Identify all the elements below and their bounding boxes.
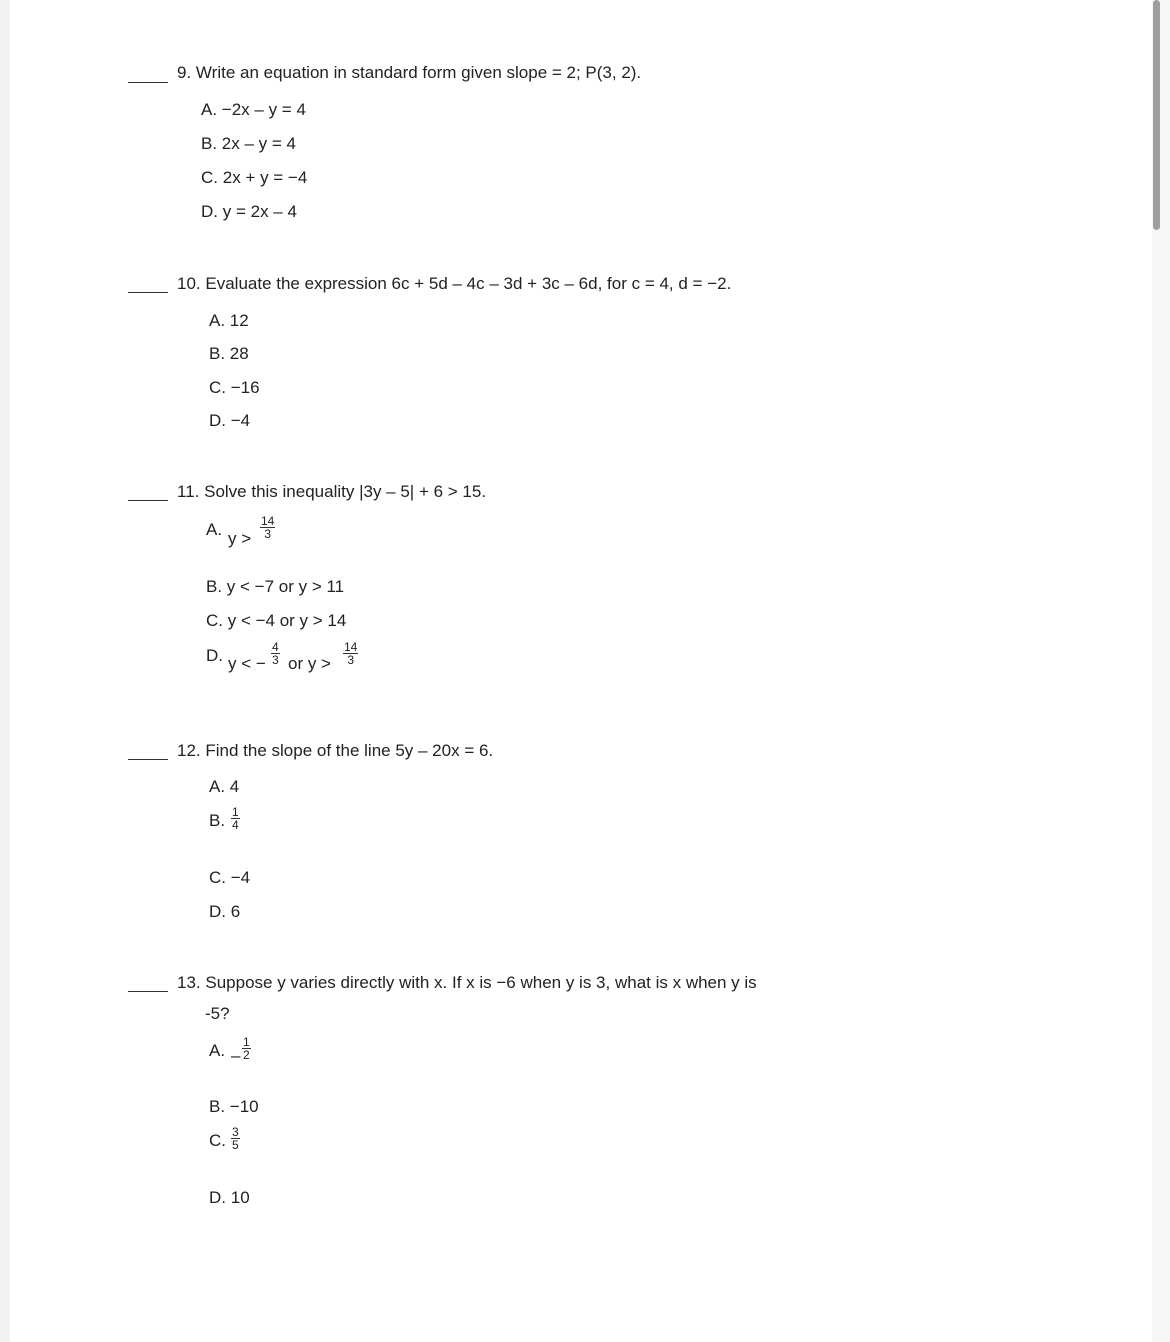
option-11d-middle: or y > — [288, 654, 331, 673]
option-9d: D. y = 2x – 4 — [201, 202, 297, 221]
option-13a-letter: A. — [209, 1041, 226, 1060]
question-11 — [177, 482, 486, 502]
question-text: Solve this inequality |3y – 5| + 6 > 15. — [204, 482, 487, 501]
question-13-continued: -5? — [205, 1004, 230, 1023]
question-text: Evaluate the expression 6c + 5d – 4c – 3d + 3c – 6d, for c = 4, d = −2. — [205, 274, 732, 293]
option-12b-fraction: $\frac{1}{4}$ — [232, 805, 239, 832]
option-13a-prefix: – — [231, 1046, 241, 1065]
option-11a-letter: A. — [206, 520, 223, 539]
answer-blank-9[interactable] — [128, 82, 168, 83]
option-10c: C. −16 — [209, 378, 260, 397]
answer-blank-13[interactable] — [128, 991, 168, 992]
option-13b: B. −10 — [209, 1097, 259, 1116]
question-9 — [177, 63, 641, 83]
question-text: Find the slope of the line 5y – 20x = 6. — [205, 741, 494, 760]
scrollbar-thumb[interactable] — [1153, 0, 1160, 230]
question-number: 12. — [177, 741, 201, 760]
option-11c: C. y < −4 or y > 14 — [206, 611, 347, 630]
option-9a: A. −2x – y = 4 — [201, 100, 306, 119]
option-10a: A. 12 — [209, 311, 249, 330]
option-13a-fraction: $\frac{1}{2}$ — [243, 1035, 250, 1062]
question-text: Suppose y varies directly with x. If x is −6 when y is 3, what is x when y is — [205, 973, 757, 992]
option-11a-prefix: y > — [228, 529, 252, 548]
option-10d: D. −4 — [209, 411, 251, 430]
option-11d-fraction-1: $\frac{4}{3}$ — [272, 640, 279, 667]
option-13c-fraction: $\frac{3}{5}$ — [232, 1125, 239, 1152]
option-12c: C. −4 — [209, 868, 251, 887]
option-13c-letter: C. — [209, 1131, 226, 1150]
question-number: 9. — [177, 63, 192, 82]
option-9c: C. 2x + y = −4 — [201, 168, 308, 187]
option-12d: D. 6 — [209, 902, 241, 921]
question-10 — [177, 274, 731, 294]
option-13d: D. 10 — [209, 1188, 250, 1207]
answer-blank-12[interactable] — [128, 759, 168, 760]
answer-blank-11[interactable] — [128, 500, 168, 501]
question-13 — [177, 973, 757, 993]
answer-blank-10[interactable] — [128, 292, 168, 293]
question-text: Write an equation in standard form given slope = 2; P(3, 2). — [195, 63, 642, 82]
option-11d-letter: D. — [206, 646, 223, 665]
option-12b-letter: B. — [209, 811, 226, 830]
question-12 — [177, 741, 493, 761]
question-number: 11. — [177, 482, 200, 501]
option-9b: B. 2x – y = 4 — [201, 134, 296, 153]
option-12a: A. 4 — [209, 777, 240, 796]
option-11b: B. y < −7 or y > 11 — [206, 577, 345, 596]
option-11d-prefix: y < − — [228, 654, 266, 673]
worksheet-page — [10, 0, 1152, 1342]
question-number: 13. — [177, 973, 201, 992]
option-11a-fraction: $\frac{14}{3}$ — [261, 514, 275, 541]
option-10b: B. 28 — [209, 344, 249, 363]
question-number: 10. — [177, 274, 201, 293]
option-11d-fraction-2: $\frac{14}{3}$ — [344, 640, 358, 667]
